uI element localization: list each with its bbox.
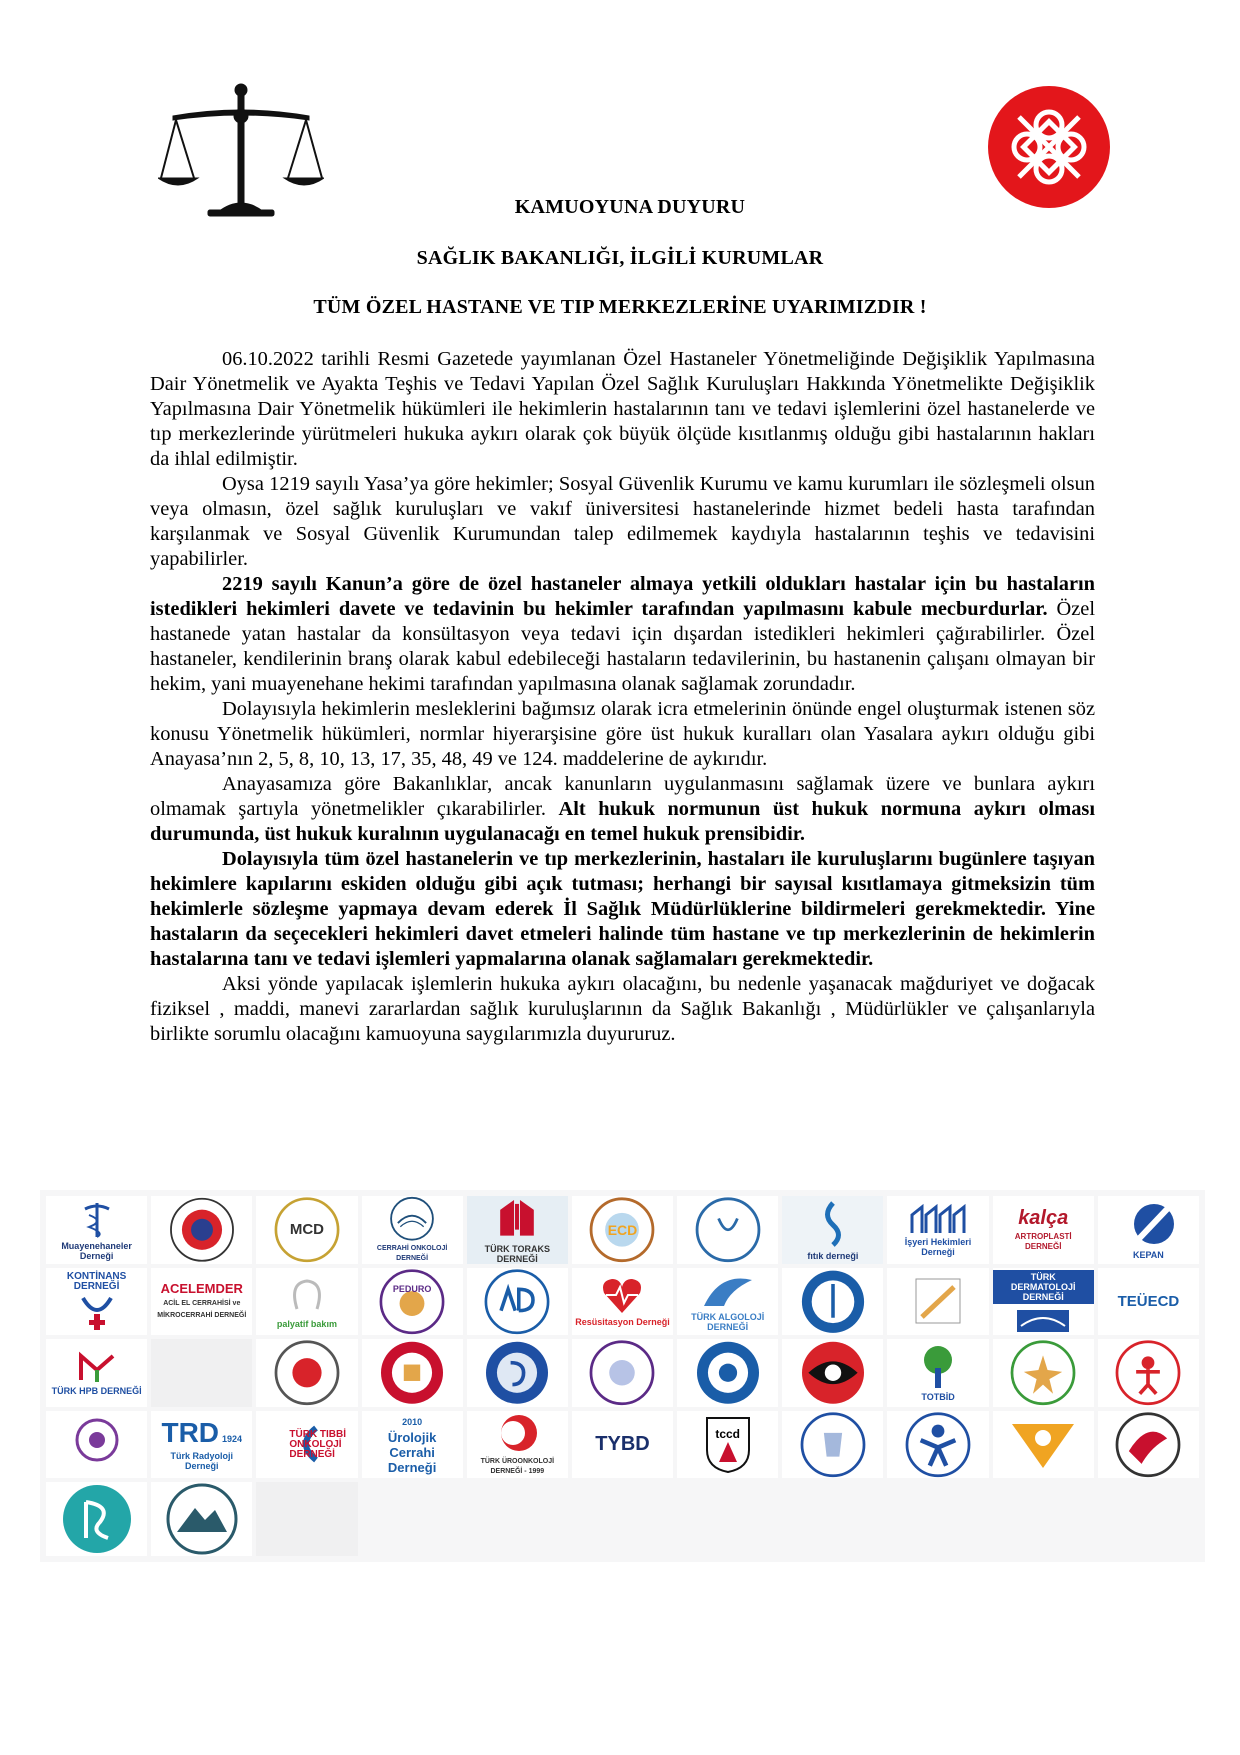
obesity-seal-icon — [270, 1339, 344, 1407]
uro-oncology-icon — [497, 1411, 537, 1455]
lungs-icon — [494, 1196, 540, 1242]
paragraph-3-text: Özel hastanede yatan hastalar da konsültasyon veya tedavi için dışardan istedikleri hekimleri çağırabilirler. Özel hastaneler, kendilerinin branş olarak kabul edebileceği hastaların tedavilerinin, bu hastanenin çalışanı olmayan bir hekim, yani muayenehane hekimi tarafından yapılmasına olanak sağlamak zorundadır. — [150, 598, 1095, 695]
seal-icon — [165, 1196, 239, 1264]
paragraph-1: 06.10.2022 tarihli Resmi Gazetede yayımlanan Özel Hastaneler Yönetmeliğinde Değişiklik Yapılmasına Dair Yönetmelik ve Ayakta Teşhis ve Tedavi Yapılan Özel Sağlık Kuruluşları Hakkında Yönetmelikte Değişiklik Yapılmasına Dair Yönetmelik hükümleri ile hekimlerin hastalarının tanı ve tedavi işlemlerini özel hastanelerde ve tıp merkezlerinde yürütmeleri hukuka aykırı olarak çok büyük ölçüde kısıtlanmış olduğu gibi hastalarının hakları da ihlal edilmiştir. — [150, 348, 1095, 470]
logo-circle-red-seal — [151, 1196, 252, 1264]
logo-uroonkoloji: TÜRK ÜROONKOLOJİ DERNEĞİ - 1999 — [467, 1411, 568, 1479]
logo-fizyoterapi — [46, 1482, 147, 1556]
logo-pediatri — [1098, 1339, 1199, 1407]
colorectal-seal-icon — [375, 1339, 449, 1407]
logo-plastik-cerrahi — [46, 1411, 147, 1479]
logo-kontinans: KONTİNANS DERNEĞİ — [46, 1268, 147, 1336]
paragraph-3-bold: 2219 sayılı Kanun’a göre de özel hastaneler almaya yetkili oldukları hastalar için bu hastaların istedikleri hekimleri davete ve tedavinin bu hekimler tarafından yapılmasını kabule mecburdurlar. — [150, 573, 1095, 620]
maternal-fetal-icon — [1008, 1416, 1078, 1472]
neurology-seal-icon — [585, 1339, 659, 1407]
anesthesia-seal-icon — [479, 1268, 555, 1336]
logo-obezite — [256, 1339, 357, 1407]
endocrinology-seal-icon — [692, 1196, 764, 1264]
logo-gastroenteroloji — [677, 1339, 778, 1407]
paragraph-6-bold: Dolayısıyla tüm özel hastanelerin ve tıp merkezlerinin, hastaları ile kuruluşlarını bugünlere taşıyan hekimlere kapılarını eskiden olduğu gibi açık tutması; herhangi bir sayısal kısıtlamaya gitmeksizin tüm hekimlerle sözleşme yapmaya devam ederek İl Sağlık Müdürlüklerine bildirmeleri gerekmektedir. Yine hastaların da seçecekleri hekimleri davet etmeleri halinde tüm hastane ve tıp merkezlerinin de hekimlerin hastalarına tanı ve tedavi işlemleri yapmalarına olanak sağlamaları gerekmektedir. — [150, 848, 1095, 970]
logo-turk-hpb: TÜRK HPB DERNEĞİ — [46, 1339, 147, 1407]
paragraph-5 — [150, 772, 1095, 847]
logo-empty-r2 — [151, 1339, 252, 1407]
addressee-heading: SAĞLIK BAKANLIĞI, İLGİLİ KURUMLAR — [416, 247, 824, 269]
logo-maternal-fetal — [993, 1411, 1094, 1479]
paragraph-2: Oysa 1219 sayılı Yasa’ya göre hekimler; Sosyal Güvenlik Kurumu ve kamu kurumları ile sözleşmeli olsun veya olmasın, özel sağlık kuruluşları ve vakıf üniversitesi hastanelerinde hizmet bedeli hasta tarafından karşılanmak ve Sosyal Güvenlik Kurumundan talep edilmemek kaydıyla hastalarının teşhis ve tedavisini yapabilirler. — [150, 473, 1095, 570]
association-logos-grid — [40, 1190, 1205, 1562]
logo-genel-cerrahi-ankara — [993, 1339, 1094, 1407]
peduro-seal-icon — [374, 1268, 450, 1336]
logo-kepan: KEPAN — [1098, 1196, 1199, 1264]
logo-dermatoloji: TÜRK DERMATOLOJİ DERNEĞİ — [993, 1268, 1094, 1336]
ent-seal-icon — [480, 1339, 554, 1407]
logo-endokrinoloji — [677, 1196, 778, 1264]
logo-algoloji: TÜRK ALGOLOJİ DERNEĞİ — [677, 1268, 778, 1336]
red-knot-emblem-logo — [987, 85, 1111, 209]
logo-turk-toraks: TÜRK TORAKS DERNEĞİ — [467, 1196, 568, 1264]
logo-ecd: ECD — [572, 1196, 673, 1264]
logo-tibbi-onkoloji: TÜRK TIBBİ ONKOLOJİ DERNEĞİ — [256, 1411, 357, 1479]
factory-icon — [908, 1203, 968, 1235]
logo-oftalmoloji — [782, 1339, 883, 1407]
logo-empty-r4 — [256, 1482, 357, 1556]
logo-isyeri-hekimleri: İşyeri Hekimleri Derneği — [887, 1196, 988, 1264]
algoloji-icon — [700, 1270, 756, 1310]
logo-mcd: MCD — [256, 1196, 357, 1264]
paragraph-6 — [150, 847, 1095, 972]
plastic-surgery-icon — [67, 1414, 127, 1474]
paragraph-5-bold: Alt hukuk normunun üst hukuk normuna aykırı olması durumunda, üst hukuk kuralının uygulanacağı en temel hukuk prensibidir. — [150, 798, 1095, 845]
pediatrics-seal-icon — [1111, 1339, 1185, 1407]
logo-uroloji-circle — [782, 1411, 883, 1479]
logo-palyatif-bakim: palyatif bakım — [256, 1268, 357, 1336]
paragraph-4: Dolayısıyla hekimlerin mesleklerini bağımsız olarak icra etmelerinin önünde engel oluşturmak istenen söz konusu Yönetmelik hükümleri, normlar hiyerarşisine göre üst hukuk kuralları olan Yasalara aykırı olduğu gibi Anayasa’nın 2, 5, 8, 10, 13, 17, 35, 48, 49 ve 124. maddelerine de aykırıdır. — [150, 698, 1095, 770]
rehab-seal-icon — [901, 1411, 975, 1479]
hpb-icon — [77, 1350, 117, 1384]
logo-tccd: tccd — [677, 1411, 778, 1479]
surgery-icon — [910, 1273, 966, 1329]
hernia-icon — [818, 1199, 848, 1249]
logo-tybd: TYBD — [572, 1411, 673, 1479]
paragraph-5-text: Anayasamıza göre Bakanlıklar, ancak kanunların uygulanmasını sağlamak üzere ve bunlara aykırı olmamak şartıyla yönetmelikler çıkarabilirler. — [150, 773, 1095, 820]
eye-icon — [796, 1339, 870, 1407]
logo-resusitasyon: Resüsitasyon Derneği — [572, 1268, 673, 1336]
tccd-shield-icon — [703, 1414, 753, 1474]
logo-totbid: TOTBİD — [887, 1339, 988, 1407]
reanimation-seal-icon — [795, 1268, 871, 1336]
caduceus-icon — [77, 1199, 117, 1239]
heart-icon — [600, 1275, 644, 1315]
logo-anestezi-circle — [467, 1268, 568, 1336]
logo-teuecd: TEÜECD — [1098, 1268, 1199, 1336]
logo-acelemder: ACELEMDER ACİL EL CERRAHİSİ ve MİKROCERRAHİ DERNEĞİ — [151, 1268, 252, 1336]
urology-seal-icon — [796, 1411, 870, 1479]
logo-cerrahi-onkoloji: CERRAHİ ONKOLOJİ DERNEĞİ — [362, 1196, 463, 1264]
logo-turk-radyoloji: TRD 1924 Türk Radyoloji Derneği — [151, 1411, 252, 1479]
palyatif-icon — [285, 1273, 329, 1317]
teal-seal-icon — [60, 1482, 134, 1556]
dermatology-icon — [1015, 1304, 1071, 1334]
logo-kalca-artroplasti: kalça ARTROPLASTİ DERNEĞİ — [993, 1196, 1094, 1264]
logo-cerrahi-dernegi — [887, 1268, 988, 1336]
tree-icon — [918, 1344, 958, 1390]
mountain-seal-icon — [165, 1482, 239, 1556]
logo-anestezi-reanimasyon — [782, 1268, 883, 1336]
announcement-body — [150, 347, 1095, 1047]
logo-kolon-rektum — [362, 1339, 463, 1407]
logo-kulak-burun-bogaz — [467, 1339, 568, 1407]
logo-muayenehaneler: Muayenehaneler Derneği — [46, 1196, 147, 1264]
gastro-seal-icon — [691, 1339, 765, 1407]
red-circle-seal-icon — [1111, 1411, 1185, 1479]
logo-cerrahi-red-circle — [1098, 1411, 1199, 1479]
logo-fiziksel-tip — [887, 1411, 988, 1479]
paragraph-3 — [150, 572, 1095, 697]
general-surgery-seal-icon — [1006, 1339, 1080, 1407]
kontinans-icon — [77, 1292, 117, 1332]
logo-mountain-seal — [151, 1482, 252, 1556]
logo-fitik: fıtık derneği — [782, 1196, 883, 1264]
paragraph-7: Aksi yönde yapılacak işlemlerin hukuka aykırı olacağını, bu nedenle yaşanacak mağduriyet ve doğacak fiziksel , maddi, manevi zararlardan sağlık kuruluşlarının da Sağlık Bakanlığı , Müdürlükler ve çalışanlarıyla birlikte sorumlu olacağını kamuoyuna saygılarımızla duyururuz. — [150, 973, 1095, 1045]
oncology-seal-icon — [375, 1196, 449, 1242]
announcement-title: KAMUOYUNA DUYURU — [514, 196, 746, 218]
logo-peduro: PEDURO — [362, 1268, 463, 1336]
logo-noroloji — [572, 1339, 673, 1407]
logo-urolojik-cerrahi: 2010 Ürolojik Cerrahi Derneği — [362, 1411, 463, 1479]
kepan-icon — [1120, 1200, 1176, 1248]
warning-heading: TÜM ÖZEL HASTANE VE TIP MERKEZLERİNE UYARIMIZDIR ! — [313, 296, 927, 318]
